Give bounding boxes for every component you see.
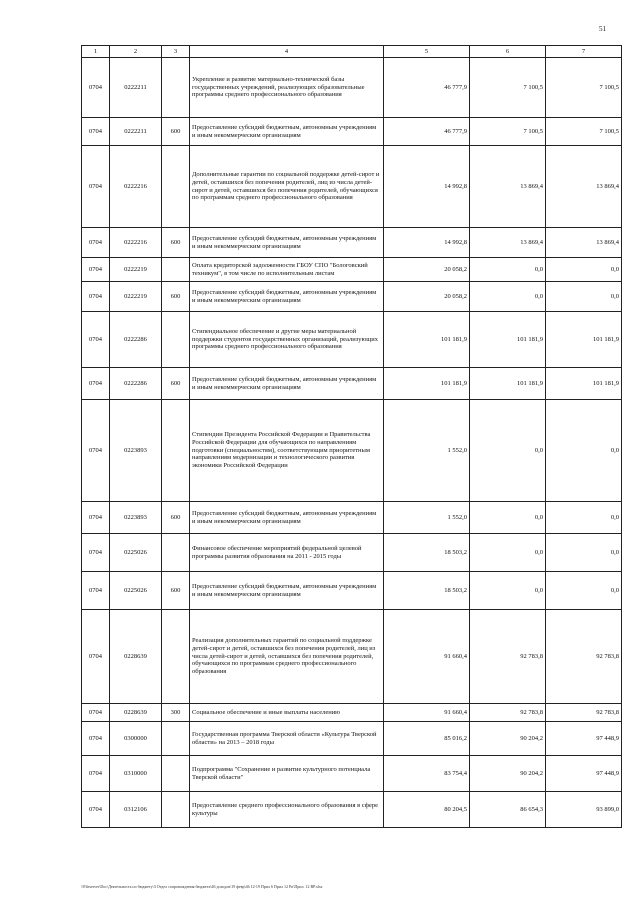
expense-description: Государственная программа Тверской области «Культура Тверской области» на 2013 – 2018 годы [190, 722, 384, 756]
amount-year-3: 7 100,5 [546, 118, 622, 146]
budget-section-code: 0704 [82, 118, 110, 146]
amount-year-2: 0,0 [470, 282, 546, 312]
expense-type-code: 600 [162, 118, 190, 146]
page-number: 51 [599, 25, 606, 33]
amount-year-2: 90 204,2 [470, 756, 546, 792]
expense-description: Предоставление субсидий бюджетным, автономным учреждениям и иным некоммерческим организациям [190, 502, 384, 534]
amount-year-3: 7 100,5 [546, 58, 622, 118]
amount-year-3: 0,0 [546, 400, 622, 502]
amount-year-2: 0,0 [470, 258, 546, 282]
table-row [82, 610, 622, 704]
budget-section-code: 0704 [82, 756, 110, 792]
amount-year-1: 101 181,9 [384, 312, 470, 368]
amount-year-1: 101 181,9 [384, 368, 470, 400]
expense-description: Предоставление субсидий бюджетным, автономным учреждениям и иным некоммерческим организациям [190, 282, 384, 312]
expense-description: Укрепление и развитие материально-технической базы государственных учреждений, реализующих образовательные программы среднего профессионального образования [190, 58, 384, 118]
column-header: 6 [470, 46, 546, 58]
amount-year-3: 0,0 [546, 502, 622, 534]
amount-year-3: 97 448,9 [546, 756, 622, 792]
amount-year-3: 0,0 [546, 572, 622, 610]
amount-year-1: 20 058,2 [384, 258, 470, 282]
target-article-code: 0222211 [110, 118, 162, 146]
amount-year-3: 0,0 [546, 282, 622, 312]
amount-year-1: 46 777,9 [384, 118, 470, 146]
amount-year-1: 91 660,4 [384, 704, 470, 722]
column-header: 7 [546, 46, 622, 58]
target-article-code: 0222219 [110, 258, 162, 282]
amount-year-3: 0,0 [546, 258, 622, 282]
target-article-code: 0222216 [110, 146, 162, 228]
expense-type-code [162, 312, 190, 368]
amount-year-1: 18 503,2 [384, 572, 470, 610]
expense-type-code: 600 [162, 502, 190, 534]
amount-year-2: 92 783,8 [470, 610, 546, 704]
amount-year-2: 13 869,4 [470, 228, 546, 258]
expense-type-code: 600 [162, 228, 190, 258]
budget-section-code: 0704 [82, 258, 110, 282]
amount-year-3: 93 899,0 [546, 792, 622, 828]
budget-table [81, 45, 622, 828]
amount-year-2: 0,0 [470, 534, 546, 572]
table-row [82, 534, 622, 572]
amount-year-3: 13 869,4 [546, 146, 622, 228]
amount-year-1: 46 777,9 [384, 58, 470, 118]
table-row [82, 400, 622, 502]
expense-description: Оплата кредиторской задолженности ГБОУ СПО "Бологовский техникум", в том числе по исполнительным листам [190, 258, 384, 282]
budget-section-code: 0704 [82, 228, 110, 258]
column-header: 1 [82, 46, 110, 58]
expense-type-code [162, 400, 190, 502]
expense-type-code [162, 610, 190, 704]
target-article-code: 0222286 [110, 312, 162, 368]
amount-year-1: 1 552,0 [384, 400, 470, 502]
amount-year-1: 1 552,0 [384, 502, 470, 534]
expense-description: Предоставление субсидий бюджетным, автономным учреждениям и иным некоммерческим организациям [190, 228, 384, 258]
target-article-code: 0222216 [110, 228, 162, 258]
expense-description: Предоставление субсидий бюджетным, автономным учреждениям и иным некоммерческим организациям [190, 368, 384, 400]
expense-type-code [162, 534, 190, 572]
table-row [82, 792, 622, 828]
file-path-footer: \\Fileserver\Doc\Деятельность по бюджету\3 Отдел сопровождения бюджета\46 доходов\19 февр\46 12-19 Прил 6 Прил 12 Рп\Прил. 12 ВР.xlsx [81, 884, 323, 889]
budget-section-code: 0704 [82, 282, 110, 312]
target-article-code: 0310000 [110, 756, 162, 792]
table-header-row [82, 46, 622, 58]
budget-section-code: 0704 [82, 58, 110, 118]
table-row [82, 146, 622, 228]
amount-year-1: 91 660,4 [384, 610, 470, 704]
expense-type-code [162, 146, 190, 228]
budget-section-code: 0704 [82, 368, 110, 400]
amount-year-2: 101 181,9 [470, 312, 546, 368]
column-header: 4 [190, 46, 384, 58]
target-article-code: 0222219 [110, 282, 162, 312]
expense-description: Стипендиальное обеспечение и другие меры материальной поддержки студентов государственных организаций, реализующих программы среднего профессионального образования [190, 312, 384, 368]
budget-section-code: 0704 [82, 704, 110, 722]
table-row [82, 118, 622, 146]
table-row [82, 756, 622, 792]
amount-year-1: 20 058,2 [384, 282, 470, 312]
table-row [82, 368, 622, 400]
column-header: 2 [110, 46, 162, 58]
budget-section-code: 0704 [82, 400, 110, 502]
amount-year-1: 14 992,8 [384, 146, 470, 228]
amount-year-3: 101 181,9 [546, 368, 622, 400]
budget-section-code: 0704 [82, 502, 110, 534]
expense-description: Финансовое обеспечение мероприятий федеральной целевой программы развития образования на 2011 - 2015 годы [190, 534, 384, 572]
column-header: 3 [162, 46, 190, 58]
expense-description: Дополнительные гарантии по социальной поддержке детей-сирот и детей, оставшихся без попечения родителей, лиц из числа детей-сирот и детей, оставшихся без попечения родителей, обучающихся по программам среднего профессионального образования [190, 146, 384, 228]
table-row [82, 312, 622, 368]
expense-description: Социальное обеспечение и иные выплаты населению [190, 704, 384, 722]
amount-year-3: 92 783,8 [546, 704, 622, 722]
amount-year-2: 86 654,3 [470, 792, 546, 828]
expense-type-code: 600 [162, 282, 190, 312]
expense-description: Предоставление среднего профессионального образования в сфере культуры [190, 792, 384, 828]
budget-section-code: 0704 [82, 534, 110, 572]
amount-year-2: 92 783,8 [470, 704, 546, 722]
amount-year-3: 0,0 [546, 534, 622, 572]
amount-year-1: 85 016,2 [384, 722, 470, 756]
amount-year-2: 0,0 [470, 400, 546, 502]
amount-year-3: 97 448,9 [546, 722, 622, 756]
expense-type-code: 600 [162, 572, 190, 610]
amount-year-1: 18 503,2 [384, 534, 470, 572]
amount-year-3: 92 783,8 [546, 610, 622, 704]
expense-description: Предоставление субсидий бюджетным, автономным учреждениям и иным некоммерческим организациям [190, 118, 384, 146]
budget-section-code: 0704 [82, 146, 110, 228]
amount-year-2: 7 100,5 [470, 58, 546, 118]
amount-year-2: 90 204,2 [470, 722, 546, 756]
table-row [82, 722, 622, 756]
target-article-code: 0228639 [110, 610, 162, 704]
amount-year-3: 101 181,9 [546, 312, 622, 368]
budget-section-code: 0704 [82, 722, 110, 756]
amount-year-2: 13 869,4 [470, 146, 546, 228]
amount-year-2: 0,0 [470, 572, 546, 610]
amount-year-1: 80 204,5 [384, 792, 470, 828]
table-row [82, 58, 622, 118]
column-header: 5 [384, 46, 470, 58]
table-row [82, 502, 622, 534]
amount-year-2: 0,0 [470, 502, 546, 534]
target-article-code: 0222211 [110, 58, 162, 118]
amount-year-2: 7 100,5 [470, 118, 546, 146]
expense-description: Реализация дополнительных гарантий по социальной поддержке детей-сирот и детей, оставшихся без попечения родителей, лиц из числа детей-сирот и детей, оставшихся без попечения родителей, обучающихся по программам среднего профессионального образования [190, 610, 384, 704]
target-article-code: 0312106 [110, 792, 162, 828]
table-row [82, 282, 622, 312]
expense-description: Стипендии Президента Российской Федерации и Правительства Российской Федерации для обучающихся по направлениям подготовки (специальностям), соответствующим приоритетным направлениям модернизации и технологического развития экономики Российской Федерации [190, 400, 384, 502]
budget-section-code: 0704 [82, 610, 110, 704]
budget-section-code: 0704 [82, 792, 110, 828]
budget-section-code: 0704 [82, 312, 110, 368]
expense-type-code [162, 258, 190, 282]
target-article-code: 0223893 [110, 400, 162, 502]
target-article-code: 0228639 [110, 704, 162, 722]
expense-type-code [162, 722, 190, 756]
expense-description: Предоставление субсидий бюджетным, автономным учреждениям и иным некоммерческим организациям [190, 572, 384, 610]
target-article-code: 0225026 [110, 572, 162, 610]
target-article-code: 0222286 [110, 368, 162, 400]
target-article-code: 0225026 [110, 534, 162, 572]
target-article-code: 0223893 [110, 502, 162, 534]
amount-year-2: 101 181,9 [470, 368, 546, 400]
amount-year-3: 13 869,4 [546, 228, 622, 258]
table-row [82, 572, 622, 610]
amount-year-1: 14 992,8 [384, 228, 470, 258]
budget-section-code: 0704 [82, 572, 110, 610]
expense-description: Подпрограмма "Сохранение и развитие культурного потенциала Тверской области" [190, 756, 384, 792]
table-row [82, 704, 622, 722]
expense-type-code: 600 [162, 368, 190, 400]
expense-type-code [162, 792, 190, 828]
expense-type-code [162, 58, 190, 118]
table-row [82, 228, 622, 258]
table-row [82, 258, 622, 282]
target-article-code: 0300000 [110, 722, 162, 756]
expense-type-code: 300 [162, 704, 190, 722]
expense-type-code [162, 756, 190, 792]
amount-year-1: 83 754,4 [384, 756, 470, 792]
